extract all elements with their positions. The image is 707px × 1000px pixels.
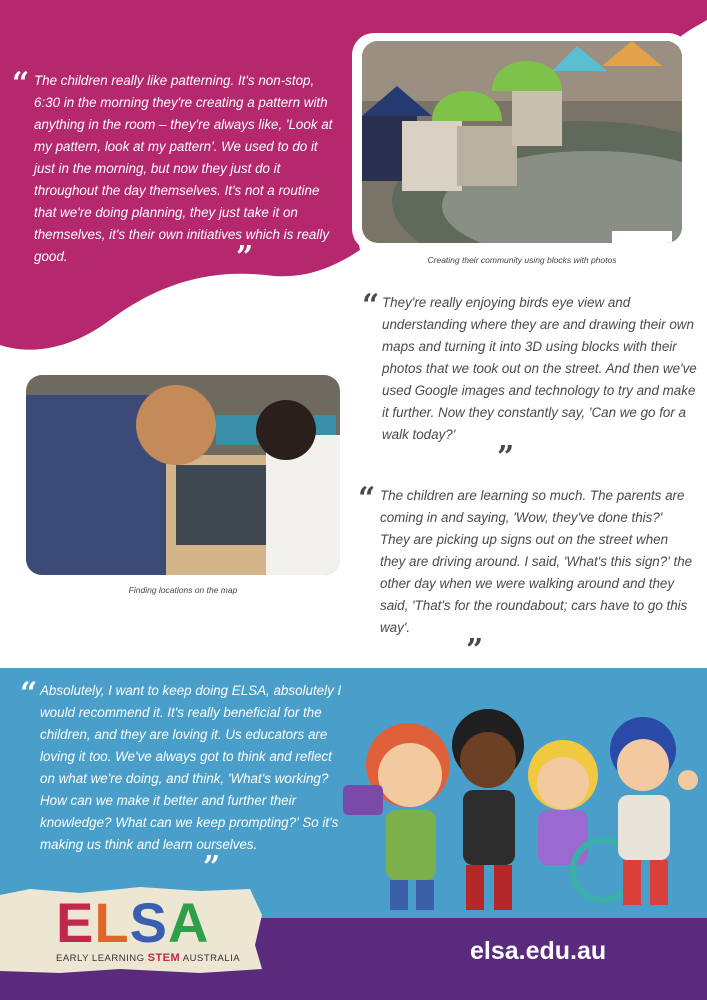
open-quote-icon: “ <box>362 288 380 323</box>
bottom-quote <box>20 676 350 885</box>
middle-quote-1 <box>362 288 697 475</box>
logo-subtitle-stem: STEM <box>147 952 181 964</box>
logo-letter-a: A <box>167 891 210 954</box>
logo-letter-s: S <box>129 891 168 954</box>
elsa-logo-letters <box>56 891 256 954</box>
children-map-image <box>26 375 340 575</box>
top-quote <box>12 66 338 275</box>
elsa-characters-illustration <box>338 705 703 920</box>
middle-quote-2 <box>358 481 693 668</box>
close-quote-icon: ” <box>203 850 221 885</box>
photo2-caption: Finding locations on the map <box>128 585 238 595</box>
elsa-logo-subtitle <box>56 952 256 964</box>
logo-letter-l: L <box>94 891 130 954</box>
open-quote-icon: “ <box>20 676 38 711</box>
logo-letter-e: E <box>56 891 95 954</box>
open-quote-icon: “ <box>358 481 376 516</box>
photo1-caption: Creating their community using blocks with photos <box>427 255 617 265</box>
close-quote-icon: ” <box>236 240 254 275</box>
middle-quote-2-text: The children are learning so much. The parents are coming in and saying, 'Wow, they've done this?' They are picking up signs out on the street when they are driving around. I said, 'What's this sign?' the other day when we were walking around and they said, 'That's for the roundabout; cars have to go this way'. <box>380 488 693 635</box>
website-link[interactable]: elsa.edu.au <box>470 937 607 965</box>
open-quote-icon: “ <box>12 66 30 101</box>
blocks-with-photos-image <box>362 41 682 243</box>
logo-subtitle-post: AUSTRALIA <box>180 953 241 964</box>
bottom-quote-text: Absolutely, I want to keep doing ELSA, absolutely I would recommend it. It's really beneficial for the children, and they are loving it. Us educators are loving it too. We've always got to think and reflect on what we're doing, and think, 'What's working? How can we make it better and further their knowledge? What can we keep prompting?' So it's making us think and learn ourselves. <box>40 683 342 852</box>
top-quote-text: The children really like patterning. It's non-stop, 6:30 in the morning they're creating a pattern with anything in the room – they're always like, 'Look at my pattern, look at my pattern'. We used to do it just in the morning, but now they just do it throughout the day themselves. It's not a routine that we're doing planning, they just take it on themselves, it's their own initiatives which is really good. <box>34 73 333 264</box>
middle-quote-1-text: They're really enjoying birds eye view and understanding where they are and drawing their own maps and turning it into 3D using blocks with their photos that we took out on the street. And then we've used Google images and technology to try and make it further. Now they constantly say, 'Can we go for a walk today?' <box>382 295 697 442</box>
elsa-logo <box>56 891 256 964</box>
logo-subtitle-pre: EARLY LEARNING <box>56 953 148 964</box>
close-quote-icon: ” <box>466 633 484 668</box>
close-quote-icon: ” <box>497 440 515 475</box>
